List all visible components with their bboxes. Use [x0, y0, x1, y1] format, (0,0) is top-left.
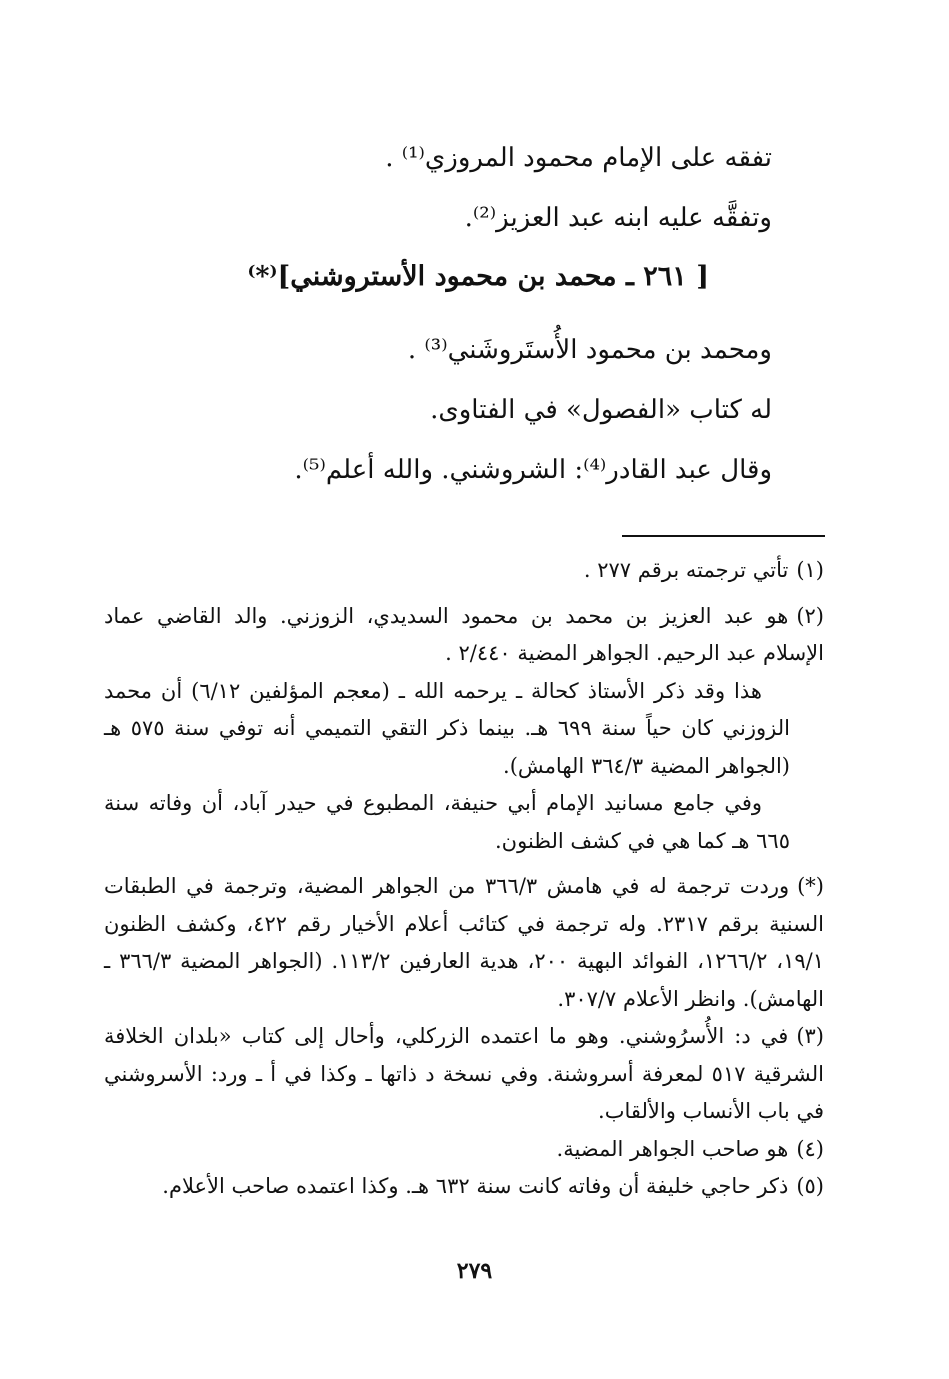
footnote-marker: (٤)	[796, 1136, 824, 1161]
bio-text-line: له كتاب «الفصول» في الفتاوى.	[430, 395, 772, 425]
footnote-marker: (٢)	[796, 603, 824, 628]
bio-text-line: ومحمد بن محمود الأُستَروشَني⁽³⁾ .	[407, 335, 772, 365]
footnote-separator	[622, 535, 825, 537]
entry-heading: [ ٢٦١ ـ محمد بن محمود الأستروشني]⁽*⁾	[247, 261, 709, 292]
footnote-2	[104, 598, 824, 673]
footnote-marker: (٥)	[796, 1174, 824, 1198]
page-number: ٢٧٩	[456, 1258, 493, 1284]
footnote-1	[104, 552, 824, 590]
bio-text	[212, 320, 772, 500]
footnote-2-paragraph: وفي جامع مسانيد الإمام أبي حنيفة، المطبوع في حيدر آباد، أن وفاته سنة ٦٦٥ هـ كما هي في كشف الظنون.	[104, 791, 790, 853]
main-text	[212, 128, 772, 248]
footnote-2-paragraph: هذا وقد ذكر الأستاذ كحالة ـ يرحمه الله ـ (معجم المؤلفين ٦/١٢) أن محمد الزوزني كان حياً سنة ٦٩٩ هـ. بينما ذكر التقي التميمي أنه توفي سنة ٥٧٥ هـ (الجواهر المضية ٣٦٤/٣ الهامش).	[104, 678, 790, 778]
footnote-4	[104, 1131, 824, 1169]
footnote-text: هو عبد العزيز بن محمد بن محمود السديدي، الزوزني. والد القاضي عماد الإسلام عبد الرحيم. الجواهر المضية ٢/٤٤٠ .	[104, 603, 824, 665]
footnote-text: وردت ترجمة له في هامش ٣٦٦/٣ من الجواهر المضية، وترجمة في الطبقات السنية برقم ٢٣١٧. وله ترجمة في كتائب أعلام الأخيار رقم ٤٢٢، وكشف الظنون ١٩/١، ١٢٦٦/٢، الفوائد البهية ٢٠٠، هدية العارفين ١١٣/٢. (الجواهر المضية ٣٦٦/٣ ـ الهامش). وانظر الأعلام ٣٠٧/٧.	[104, 874, 824, 1011]
footnote-3	[104, 1018, 824, 1131]
main-text-line: تفقه على الإمام محمود المروزي⁽¹⁾ .	[385, 143, 772, 173]
footnote-text: في د: الأُسرُوشني. وهو ما اعتمده الزركلي، وأحال إلى كتاب «بلدان الخلافة الشرقية ٥١٧ لمعرفة أسروشنة. وفي نسخة د ذاتها ـ وكذا في أ ـ ورد: الأسروشني في باب الأنساب والألقاب.	[104, 1024, 824, 1123]
footnote-marker: (*)	[797, 874, 824, 898]
footnotes	[104, 552, 824, 1206]
footnote-text: ذكر حاجي خليفة أن وفاته كانت سنة ٦٣٢ هـ. وكذا اعتمده صاحب الأعلام.	[162, 1174, 789, 1198]
footnote-marker: (١)	[796, 558, 824, 582]
footnote-5	[104, 1168, 824, 1206]
footnote-text: تأتي ترجمته برقم ٢٧٧ .	[583, 558, 789, 582]
bio-text-line: وقال عبد القادر⁽⁴⁾: الشروشني. والله أعلم⁽⁵⁾.	[294, 455, 772, 485]
footnote-star	[104, 868, 824, 1018]
footnote-text: هو صاحب الجواهر المضية.	[556, 1136, 789, 1161]
footnote-marker: (٣)	[796, 1024, 824, 1048]
main-text-line: وتفقَّه عليه ابنه عبد العزيز⁽²⁾.	[464, 203, 772, 233]
